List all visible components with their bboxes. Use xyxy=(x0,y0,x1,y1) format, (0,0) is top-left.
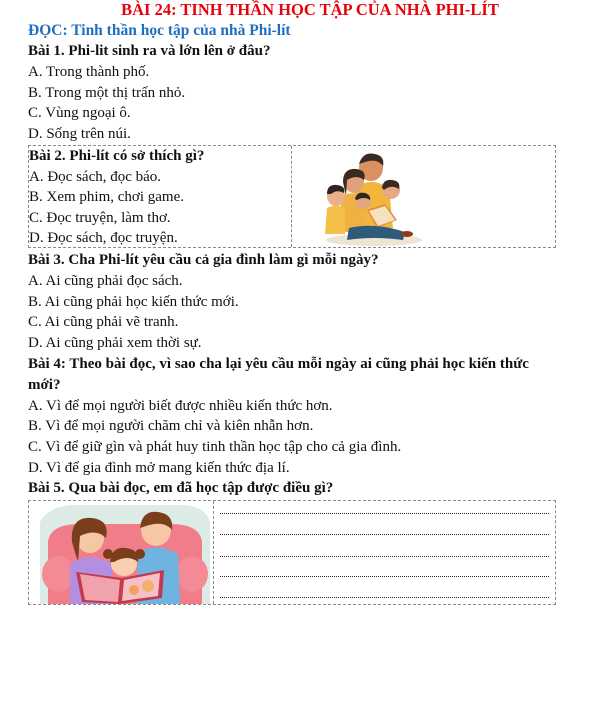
answer-lines[interactable] xyxy=(213,501,555,604)
reading-subtitle: ĐỌC: Tinh thần học tập của nhà Phi-lít xyxy=(28,22,291,39)
question-5-table xyxy=(28,500,556,605)
answer-line-5[interactable] xyxy=(220,597,549,598)
question-2-option-c: C. Đọc truyện, làm thơ. xyxy=(29,209,171,226)
answer-line-1[interactable] xyxy=(220,513,549,514)
question-3-option-b: B. Ai cũng phải học kiến thức mới. xyxy=(28,293,239,310)
question-2-option-b: B. Xem phim, chơi game. xyxy=(29,189,184,206)
question-4-option-c: C. Vì để giữ gìn và phát huy tinh thần học tập cho cả gia đình. xyxy=(28,439,402,456)
question-4-option-a: A. Vì để mọi người biết được nhiều kiến thức hơn. xyxy=(28,397,333,414)
question-3-option-a: A. Ai cũng phải đọc sách. xyxy=(28,272,183,289)
table-divider xyxy=(291,146,292,247)
question-1-option-d: D. Sống trên núi. xyxy=(28,126,131,143)
question-4-option-b: B. Vì để mọi người chăm chỉ và kiên nhẫn hơn. xyxy=(28,418,314,435)
question-1-option-c: C. Vùng ngoại ô. xyxy=(28,105,131,122)
answer-line-4[interactable] xyxy=(220,576,549,577)
question-3-option-c: C. Ai cũng phải vẽ tranh. xyxy=(28,314,179,331)
answer-line-3[interactable] xyxy=(220,556,549,557)
question-1-option-a: A. Trong thành phố. xyxy=(28,63,150,80)
page-title: BÀI 24: TINH THẦN HỌC TẬP CỦA NHÀ PHI-LÍT xyxy=(121,0,499,19)
question-4 xyxy=(28,354,588,479)
question-4-heading-line-2: mới? xyxy=(28,376,61,393)
question-5-heading: Bài 5. Qua bài đọc, em đã học tập được điều gì? xyxy=(28,480,334,496)
question-2 xyxy=(29,146,204,249)
family-reading-on-sofa-illustration xyxy=(40,502,210,604)
question-2-option-d: D. Đọc sách, đọc truyện. xyxy=(29,230,178,247)
family-reading-illustration xyxy=(319,148,429,248)
question-2-heading: Bài 2. Phi-lít có sở thích gì? xyxy=(29,148,205,164)
question-3-option-d: D. Ai cũng phải xem thời sự. xyxy=(28,335,202,352)
question-4-option-d: D. Vì để gia đình mở mang kiến thức địa lí. xyxy=(28,459,290,476)
answer-line-2[interactable] xyxy=(220,534,549,535)
question-2-table xyxy=(28,145,556,248)
question-1-option-b: B. Trong một thị trấn nhỏ. xyxy=(28,84,186,101)
question-3 xyxy=(28,250,378,354)
question-4-heading-line-1: Bài 4: Theo bài đọc, vì sao cha lại yêu cầu mỗi ngày ai cũng phải học kiến thức xyxy=(28,356,529,372)
question-3-heading: Bài 3. Cha Phi-lít yêu cầu cả gia đình làm gì mỗi ngày? xyxy=(28,252,379,268)
question-2-option-a: A. Đọc sách, đọc báo. xyxy=(29,168,162,185)
question-1 xyxy=(28,41,271,145)
question-5 xyxy=(28,478,333,499)
question-1-heading: Bài 1. Phi-lit sinh ra và lớn lên ở đâu? xyxy=(28,43,271,59)
